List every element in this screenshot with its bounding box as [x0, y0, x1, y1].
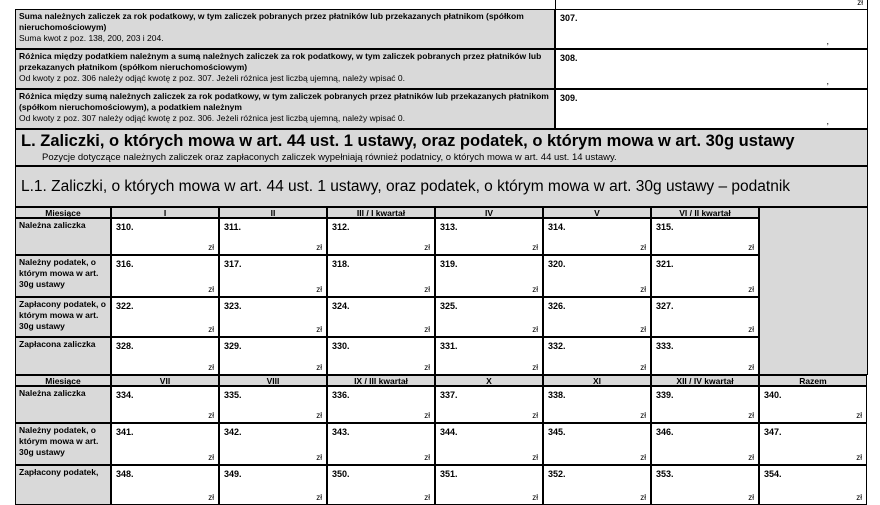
field-number: 316. [116, 259, 134, 269]
amount-field[interactable] [435, 386, 543, 423]
amount-field[interactable] [651, 255, 759, 297]
amount-field[interactable] [651, 465, 759, 505]
currency-unit: zł [532, 363, 538, 372]
currency-unit: zł [640, 363, 646, 372]
field-number: 312. [332, 222, 350, 232]
row-label: Zapłacony podatek, o którym mowa w art. 30g ustawy [15, 297, 111, 337]
field-number: 317. [224, 259, 242, 269]
field-number: 310. [116, 222, 134, 232]
currency-unit: zł [316, 493, 322, 502]
row-308-label: Różnica między podatkiem należnym a sumą należnych zaliczek za rok podatkowy, w tym zaliczek pobranych przez płatników lub przekazanych płatnikom (spółkom nieruchomościowym) Od kwoty z poz. 306 należy odjąć kwotę z poz. 307. Jeżeli różnica jest liczbą ujemną, należy wpisać 0. [15, 49, 555, 89]
currency-unit: zł [316, 325, 322, 334]
currency-unit: zł [424, 411, 430, 420]
currency-unit: zł [640, 411, 646, 420]
amount-field[interactable] [651, 218, 759, 255]
month-column-header: VIII [219, 375, 327, 386]
amount-field[interactable] [219, 337, 327, 375]
amount-field[interactable] [543, 386, 651, 423]
amount-field[interactable] [111, 423, 219, 465]
currency-unit: zł [856, 453, 862, 462]
month-column-header: VII [111, 375, 219, 386]
amount-field[interactable] [543, 218, 651, 255]
field-number: 327. [656, 301, 674, 311]
field-number: 348. [116, 469, 134, 479]
amount-field[interactable] [543, 297, 651, 337]
row-309-label: Różnica między sumą należnych zaliczek za rok podatkowy, w tym zaliczek pobranych przez płatników lub przekazanych płatnikom (spółkom nieruchomościowym), a podatkiem należnym Od kwoty z poz. 307 należy odjąć kwotę z poz. 306. Jeżeli różnica jest liczbą ujemną, należy wpisać 0. [15, 89, 555, 129]
amount-field[interactable] [759, 423, 867, 465]
field-number: 340. [764, 390, 782, 400]
currency-unit: zł [424, 285, 430, 294]
amount-field[interactable] [219, 386, 327, 423]
amount-field[interactable] [111, 465, 219, 505]
month-column-header: XII / IV kwartał [651, 375, 759, 386]
amount-field[interactable] [435, 255, 543, 297]
field-number: 338. [548, 390, 566, 400]
section-l1-title: L.1. Zaliczki, o których mowa w art. 44 ust. 1 ustawy, oraz podatek, o którym mowa w art. 30g ustawy – podatnik [21, 178, 791, 195]
currency-unit: zł [208, 243, 214, 252]
month-column-header: XI [543, 375, 651, 386]
month-column-header: III / I kwartał [327, 207, 435, 218]
field-number: 315. [656, 222, 674, 232]
field-number: 341. [116, 427, 134, 437]
amount-field[interactable] [543, 423, 651, 465]
amount-field[interactable] [327, 337, 435, 375]
amount-field[interactable] [543, 255, 651, 297]
amount-field[interactable] [435, 297, 543, 337]
month-column-header: IV [435, 207, 543, 218]
amount-field[interactable] [759, 386, 867, 423]
currency-unit: zł [748, 453, 754, 462]
currency-unit: zł [316, 243, 322, 252]
currency-unit: zł [316, 411, 322, 420]
field-number: 346. [656, 427, 674, 437]
currency-unit: zł [424, 363, 430, 372]
month-column-header: X [435, 375, 543, 386]
field-number: 352. [548, 469, 566, 479]
field-number: 314. [548, 222, 566, 232]
field-number: 333. [656, 341, 674, 351]
amount-field[interactable] [543, 337, 651, 375]
row-label: Należny podatek, o którym mowa w art. 30g ustawy [15, 255, 111, 297]
field-number: 323. [224, 301, 242, 311]
field-number: 331. [440, 341, 458, 351]
amount-field[interactable] [651, 337, 759, 375]
amount-field[interactable] [219, 465, 327, 505]
month-column-header: IX / III kwartał [327, 375, 435, 386]
amount-field[interactable] [111, 297, 219, 337]
currency-unit: zł [640, 325, 646, 334]
currency-unit: zł [208, 453, 214, 462]
field-number: 350. [332, 469, 350, 479]
field-number: 319. [440, 259, 458, 269]
currency-unit: zł [424, 325, 430, 334]
currency-unit: zł [857, 0, 863, 7]
months-header-label: Miesiące [15, 375, 111, 386]
amount-field[interactable] [651, 297, 759, 337]
row-label: Należna zaliczka [15, 386, 111, 423]
amount-field[interactable] [111, 218, 219, 255]
amount-field[interactable] [219, 423, 327, 465]
field-number: 344. [440, 427, 458, 437]
field-number: 329. [224, 341, 242, 351]
currency-unit: zł [208, 493, 214, 502]
currency-unit: zł [532, 285, 538, 294]
currency-unit: zł [424, 493, 430, 502]
field-number: 335. [224, 390, 242, 400]
field-308[interactable]: 308. , [555, 49, 868, 89]
section-l-note: Pozycje dotyczące należnych zaliczek oraz zapłaconych zaliczek wypełniają również podatnicy, o których mowa w art. 44 ust. 14 ustawy. [42, 152, 617, 163]
field-number: 330. [332, 341, 350, 351]
section-l-title: L. Zaliczki, o których mowa w art. 44 ust. 1 ustawy, oraz podatek, o którym mowa w art. 30g ustawy [21, 132, 795, 150]
currency-unit: zł [532, 243, 538, 252]
field-number: 339. [656, 390, 674, 400]
amount-field[interactable] [543, 465, 651, 505]
field-number: 332. [548, 341, 566, 351]
currency-unit: zł [532, 453, 538, 462]
field-number: 353. [656, 469, 674, 479]
row-307-label: Suma należnych zaliczek za rok podatkowy, w tym zaliczek pobranych przez płatników lub przekazanych płatnikom (spółkom nieruchomościowym) Suma kwot z poz. 138, 200, 203 i 204. [15, 9, 555, 49]
field-number: 321. [656, 259, 674, 269]
field-number: 337. [440, 390, 458, 400]
section-l-header [15, 129, 868, 166]
amount-field[interactable] [219, 218, 327, 255]
currency-unit: zł [748, 363, 754, 372]
month-column-header: I [111, 207, 219, 218]
amount-field[interactable] [219, 297, 327, 337]
amount-field[interactable] [111, 337, 219, 375]
currency-unit: zł [316, 363, 322, 372]
currency-unit: zł [640, 243, 646, 252]
row-label: Zapłacona zaliczka [15, 337, 111, 375]
field-number: 313. [440, 222, 458, 232]
currency-unit: zł [316, 285, 322, 294]
currency-unit: zł [748, 243, 754, 252]
field-number: 318. [332, 259, 350, 269]
amount-field[interactable] [435, 423, 543, 465]
currency-unit: zł [640, 285, 646, 294]
field-number: 326. [548, 301, 566, 311]
currency-unit: zł [856, 411, 862, 420]
field-number: 322. [116, 301, 134, 311]
currency-unit: zł [640, 453, 646, 462]
amount-field[interactable] [327, 423, 435, 465]
amount-field[interactable] [759, 465, 867, 505]
currency-unit: zł [208, 411, 214, 420]
field-307[interactable]: 307. , [555, 9, 868, 49]
field-number: 342. [224, 427, 242, 437]
section-l1-header [15, 166, 868, 207]
currency-unit: zł [748, 493, 754, 502]
currency-unit: zł [424, 243, 430, 252]
field-number: 347. [764, 427, 782, 437]
currency-unit: zł [640, 493, 646, 502]
currency-unit: zł [856, 493, 862, 502]
amount-field[interactable] [651, 423, 759, 465]
field-number: 328. [116, 341, 134, 351]
field-number: 351. [440, 469, 458, 479]
field-number: 354. [764, 469, 782, 479]
field-number: 336. [332, 390, 350, 400]
currency-unit: zł [208, 285, 214, 294]
amount-field[interactable] [111, 255, 219, 297]
currency-unit: zł [424, 453, 430, 462]
currency-unit: zł [748, 325, 754, 334]
currency-unit: zł [208, 363, 214, 372]
amount-field[interactable] [327, 297, 435, 337]
amount-field[interactable] [327, 218, 435, 255]
amount-field[interactable] [111, 386, 219, 423]
amount-field[interactable] [651, 386, 759, 423]
field-number: 311. [224, 222, 242, 232]
row-label: Zapłacony podatek, [15, 465, 111, 505]
month-column-header: VI / II kwartał [651, 207, 759, 218]
amount-field[interactable] [327, 255, 435, 297]
unused-area [759, 207, 868, 375]
amount-field[interactable] [327, 465, 435, 505]
currency-unit: zł [532, 325, 538, 334]
field-number: 345. [548, 427, 566, 437]
field-number: 324. [332, 301, 350, 311]
field-number: 325. [440, 301, 458, 311]
currency-unit: zł [748, 285, 754, 294]
field-number: 320. [548, 259, 566, 269]
field-number: 334. [116, 390, 134, 400]
amount-field[interactable] [435, 218, 543, 255]
month-column-header: II [219, 207, 327, 218]
currency-unit: zł [748, 411, 754, 420]
amount-field[interactable] [219, 255, 327, 297]
amount-field[interactable] [435, 337, 543, 375]
currency-unit: zł [532, 493, 538, 502]
row-label: Należna zaliczka [15, 218, 111, 255]
amount-field[interactable] [327, 386, 435, 423]
row-label: Należny podatek, o którym mowa w art. 30g ustawy [15, 423, 111, 465]
field-number: 343. [332, 427, 350, 437]
currency-unit: zł [208, 325, 214, 334]
currency-unit: zł [532, 411, 538, 420]
field-309[interactable]: 309. , [555, 89, 868, 129]
months-header-label: Miesiące [15, 207, 111, 218]
month-column-header: Razem [759, 375, 867, 386]
month-column-header: V [543, 207, 651, 218]
amount-field[interactable] [435, 465, 543, 505]
currency-unit: zł [316, 453, 322, 462]
field-number: 349. [224, 469, 242, 479]
